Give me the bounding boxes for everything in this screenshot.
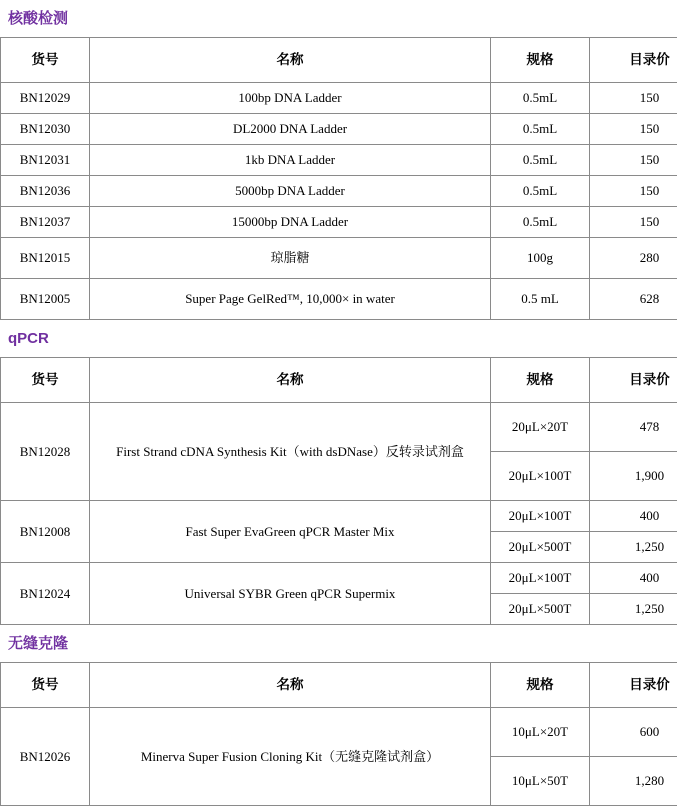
table-header-row [1, 38, 677, 83]
column-header: 货号 [1, 358, 90, 403]
column-header: 目录价 [590, 38, 677, 83]
product-code: BN12036 [1, 176, 90, 207]
table-row [1, 708, 677, 757]
column-header: 货号 [1, 38, 90, 83]
table-row [1, 176, 677, 207]
section-title: qPCR [0, 320, 677, 357]
column-header: 规格 [491, 358, 590, 403]
product-spec: 20μL×500T [491, 594, 590, 625]
column-header: 目录价 [590, 358, 677, 403]
product-spec: 10μL×50T [491, 757, 590, 806]
price-table [0, 357, 677, 625]
product-spec: 0.5mL [491, 176, 590, 207]
product-name: Universal SYBR Green qPCR Supermix [90, 563, 491, 625]
product-price: 478 [590, 403, 677, 452]
product-spec: 20μL×100T [491, 563, 590, 594]
column-header: 名称 [90, 38, 491, 83]
product-price: 400 [590, 501, 677, 532]
column-header: 名称 [90, 663, 491, 708]
product-name: 琼脂糖 [90, 238, 491, 279]
product-price: 1,900 [590, 452, 677, 501]
product-name: Minerva Super Fusion Cloning Kit（无缝克隆试剂盒） [90, 708, 491, 806]
product-name: 5000bp DNA Ladder [90, 176, 491, 207]
product-code: BN12028 [1, 403, 90, 501]
product-name: Super Page GelRed™, 10,000× in water [90, 279, 491, 320]
product-spec: 20μL×100T [491, 501, 590, 532]
product-spec: 0.5 mL [491, 279, 590, 320]
product-price: 1,250 [590, 532, 677, 563]
product-spec: 0.5mL [491, 114, 590, 145]
column-header: 名称 [90, 358, 491, 403]
product-code: BN12008 [1, 501, 90, 563]
product-name: 1kb DNA Ladder [90, 145, 491, 176]
table-row [1, 501, 677, 532]
product-price: 628 [590, 279, 677, 320]
product-code: BN12030 [1, 114, 90, 145]
product-price: 150 [590, 145, 677, 176]
section-title: 核酸检测 [0, 0, 677, 37]
product-spec: 100g [491, 238, 590, 279]
column-header: 目录价 [590, 663, 677, 708]
product-spec: 20μL×20T [491, 403, 590, 452]
product-spec: 20μL×100T [491, 452, 590, 501]
product-code: BN12026 [1, 708, 90, 806]
product-code: BN12037 [1, 207, 90, 238]
product-price: 1,280 [590, 757, 677, 806]
product-price: 150 [590, 114, 677, 145]
product-price: 400 [590, 563, 677, 594]
table-row [1, 114, 677, 145]
product-price: 150 [590, 207, 677, 238]
product-price: 280 [590, 238, 677, 279]
product-name: 100bp DNA Ladder [90, 83, 491, 114]
product-name: First Strand cDNA Synthesis Kit（with dsDNase）反转录试剂盒 [90, 403, 491, 501]
product-spec: 0.5mL [491, 83, 590, 114]
product-name: 15000bp DNA Ladder [90, 207, 491, 238]
table-row [1, 563, 677, 594]
table-row [1, 83, 677, 114]
table-row [1, 279, 677, 320]
table-header-row [1, 358, 677, 403]
table-header-row [1, 663, 677, 708]
column-header: 规格 [491, 663, 590, 708]
price-table [0, 37, 677, 320]
table-row [1, 207, 677, 238]
product-code: BN12024 [1, 563, 90, 625]
product-spec: 10μL×20T [491, 708, 590, 757]
product-price: 600 [590, 708, 677, 757]
product-name: Fast Super EvaGreen qPCR Master Mix [90, 501, 491, 563]
product-code: BN12015 [1, 238, 90, 279]
product-name: DL2000 DNA Ladder [90, 114, 491, 145]
product-price: 150 [590, 83, 677, 114]
product-code: BN12031 [1, 145, 90, 176]
product-price: 150 [590, 176, 677, 207]
product-spec: 20μL×500T [491, 532, 590, 563]
section-title: 无缝克隆 [0, 625, 677, 662]
product-code: BN12005 [1, 279, 90, 320]
table-row [1, 238, 677, 279]
table-row [1, 403, 677, 452]
table-row [1, 145, 677, 176]
product-price: 1,250 [590, 594, 677, 625]
column-header: 规格 [491, 38, 590, 83]
column-header: 货号 [1, 663, 90, 708]
product-spec: 0.5mL [491, 145, 590, 176]
product-code: BN12029 [1, 83, 90, 114]
price-table [0, 662, 677, 806]
product-spec: 0.5mL [491, 207, 590, 238]
